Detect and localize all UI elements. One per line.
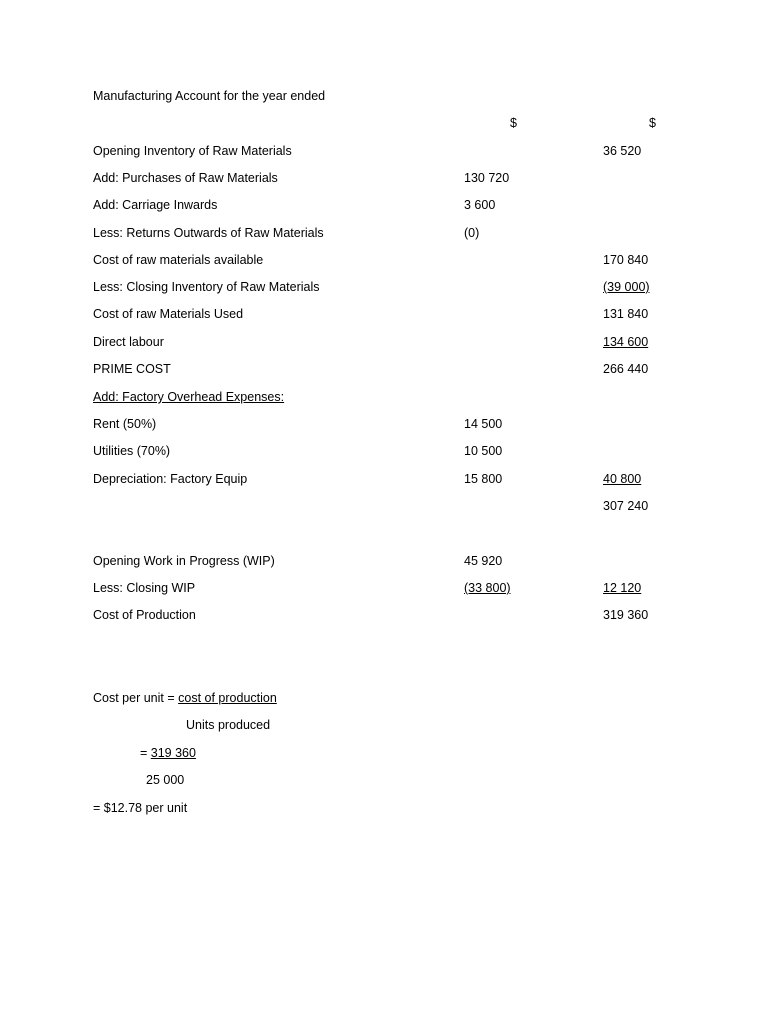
row-value-carriage-inwards: 3 600 <box>464 198 496 212</box>
row-value-closing-wip: (33 800) <box>464 581 511 595</box>
row-label-direct-labour: Direct labour <box>93 335 164 349</box>
cost-per-unit-denominator-value: 25 000 <box>146 773 185 787</box>
row-value-depreciation: 15 800 <box>464 472 503 486</box>
row-value-subtotal: 307 240 <box>603 499 649 513</box>
cost-per-unit-numerator-value: 319 360 <box>150 746 196 760</box>
row-label-depreciation: Depreciation: Factory Equip <box>93 472 248 486</box>
row-label-utilities: Utilities (70%) <box>93 444 171 458</box>
row-value-purchases: 130 720 <box>464 171 510 185</box>
row-value-cost-of-production: 319 360 <box>603 608 649 622</box>
row-value-materials-used: 131 840 <box>603 307 649 321</box>
row-total-overheads: 40 800 <box>603 472 642 486</box>
row-value-opening-wip: 45 920 <box>464 554 503 568</box>
row-label-raw-materials-available: Cost of raw materials available <box>93 253 264 267</box>
row-value-closing-inventory: (39 000) <box>603 280 650 294</box>
cost-per-unit-prefix: Cost per unit = <box>93 691 179 705</box>
row-value-opening-inventory: 36 520 <box>603 144 642 158</box>
row-value-direct-labour: 134 600 <box>603 335 649 349</box>
row-value-returns-outwards: (0) <box>464 226 480 240</box>
row-label-rent: Rent (50%) <box>93 417 157 431</box>
row-value-raw-materials-available: 170 840 <box>603 253 649 267</box>
row-label-prime-cost: PRIME COST <box>93 362 171 376</box>
row-label-materials-used: Cost of raw Materials Used <box>93 307 244 321</box>
row-label-opening-wip: Opening Work in Progress (WIP) <box>93 554 275 568</box>
row-label-cost-of-production: Cost of Production <box>93 608 196 622</box>
cost-per-unit-result: = $12.78 per unit <box>93 801 188 815</box>
row-value-utilities: 10 500 <box>464 444 503 458</box>
cost-per-unit-formula <box>93 690 277 706</box>
row-label-closing-inventory: Less: Closing Inventory of Raw Materials <box>93 280 320 294</box>
document-title: Manufacturing Account for the year ended <box>93 89 326 103</box>
cost-per-unit-numerator-line <box>140 745 196 761</box>
currency-header-col2: $ <box>649 116 656 130</box>
row-label-returns-outwards: Less: Returns Outwards of Raw Materials <box>93 226 324 240</box>
currency-header-col1: $ <box>510 116 517 130</box>
row-label-purchases: Add: Purchases of Raw Materials <box>93 171 278 185</box>
row-label-closing-wip: Less: Closing WIP <box>93 581 196 595</box>
section-heading-factory-overheads: Add: Factory Overhead Expenses: <box>93 390 285 404</box>
cost-per-unit-eq-sign: = <box>140 746 151 760</box>
row-total-wip-adjustment: 12 120 <box>603 581 642 595</box>
row-label-carriage-inwards: Add: Carriage Inwards <box>93 198 218 212</box>
row-value-rent: 14 500 <box>464 417 503 431</box>
cost-per-unit-denominator-label: Units produced <box>186 718 271 732</box>
cost-per-unit-numerator-label: cost of production <box>178 691 277 705</box>
row-value-prime-cost: 266 440 <box>603 362 649 376</box>
row-label-opening-inventory: Opening Inventory of Raw Materials <box>93 144 292 158</box>
